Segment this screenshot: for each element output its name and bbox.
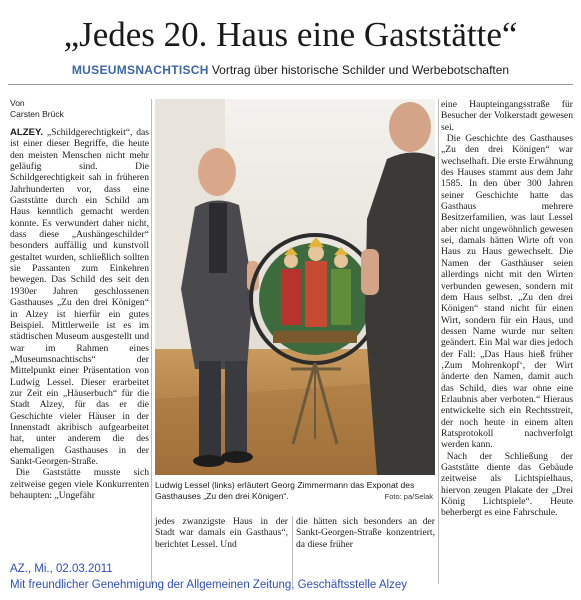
column-3-text: die hätten sich besonders an der Sankt-Georgen-Straße konzentriert, da diese früher xyxy=(296,516,435,550)
column-1-paragraph-1 xyxy=(10,127,149,467)
column-4-paragraph-2: Die Geschichte des Gasthauses „Zu den drei Königen“ war wechselhaft. Die erste Erwähnung des Hauses stammt aus dem Jahr 1585. In den über 300 Jahren seiner Geschichte hatte das Gasthaus mehrere Besitzerfamilien, was laut Lessel aber nicht ungewöhnlich gewesen sei, damals hätten Wirte oft von Haus zu Haus gewechselt. Die Namen der Gasthäuser seien allerdings nicht mit den Wirten verbunden gewesen, sondern mit dem Haus selbst. „Zu den drei Königen“ stand nicht für einen Wirt, sondern für ein Haus, und dessen Name wurde nur selten geändert. Ein Mal war dies jedoch der Fall: „Das Haus hieß früher ‚Zum Mohrenkopf‘, der Wirt änderte den Namen, damit auch das Schild, dies war ohne eine Erlaubnis aber verboten.“ Hieraus entwickelte sich ein Rechtsstreit, der noch heute in einem alten Ratsprotokoll nachverfolgt werden kann. xyxy=(441,133,573,451)
byline-label: Von xyxy=(10,98,25,108)
headline: „Jedes 20. Haus eine Gaststätte“ xyxy=(63,15,518,54)
deck: Vortrag über historische Schilder und Werbebotschaften xyxy=(211,63,510,77)
byline-author: Carsten Brück xyxy=(10,109,64,119)
kicker: MUSEUMSNACHTISCH xyxy=(71,63,209,77)
source-date: AZ., Mi., 02.03.2011 xyxy=(10,563,113,575)
source-footer xyxy=(10,561,407,593)
caption-text: Ludwig Lessel (links) erläutert Georg Zimmermann das Exponat des Gasthauses „Zu den drei Königen“. xyxy=(155,480,415,501)
top-rule xyxy=(8,84,573,85)
column-divider-3 xyxy=(438,99,439,584)
column-2-text: jedes zwanzigste Haus in der Stadt war damals ein Gasthaus“, berichtet Lessel. Und xyxy=(155,516,288,550)
column-1 xyxy=(10,127,149,584)
source-permission: Mit freundlicher Genehmigung der Allgemeinen Zeitung, Geschäftsstelle Alzey xyxy=(10,579,407,591)
column-1-paragraph-2: Die Gaststätte musste sich zeitweise gegen viele Konkurrenten behaupten: „Ungefähr xyxy=(10,467,149,501)
column-4-paragraph-1: eine Haupteingangsstraße für Besucher der Volkerstadt gewesen sei. xyxy=(441,99,573,133)
photo-caption xyxy=(155,480,435,501)
column-divider-1 xyxy=(151,99,152,584)
subheadline xyxy=(0,62,581,78)
byline xyxy=(10,98,64,120)
article-photo xyxy=(155,99,435,475)
lead-place: ALZEY. xyxy=(10,127,44,138)
column-4-paragraph-3: Nach der Schließung der Gaststätte diente das Gebäude zeitweise als Lichtspielhaus, hiervon zeugen Plakate der „Drei König Lichtspiele“. Heute beherbergt es eine Fahrschule. xyxy=(441,450,573,519)
column-4 xyxy=(441,99,573,584)
photo-illustration xyxy=(155,99,435,475)
column-1-text: „Schildgerechtigkeit“, das ist einer dieser Begriffe, die heute den meisten Menschen nicht mehr geläufig sind. Die Schildgerechtigkeit sah in früheren Jahrhunderten vor, dass eine Gaststätte durch ein Schild am Haus kenntlich gemacht werden konnte. Es verwundert daher nicht, dass diese „Aushängeschilder“ besonders auffällig und kunstvoll gestaltet wurden, schließlich sollten sie Passanten zum Einkehren bewegen. Das Schild des seit den 1930er Jahren geschlossenen Gasthauses „Zu den drei Königen“ in Alzey ist hierfür ein gutes Beispiel. Mittlerweile ist es im städtischen Museum ausgestellt und war im Rahmen eines „Museumsnachtischs“ der Mittelpunkt einer Präsentation von Ludwig Lessel. Dieser erarbeitet zur Zeit ein „Häuserbuch“ für die Stadt Alzey, für das er die Geschichte vieler Häuser in der Innenstadt akribisch aufgearbeitet hat, unter anderem die des ehemaligen Gasthauses in der Sankt-Georgen-Straße. xyxy=(10,127,149,467)
photo-credit: Foto: pa/Selak xyxy=(384,492,433,501)
